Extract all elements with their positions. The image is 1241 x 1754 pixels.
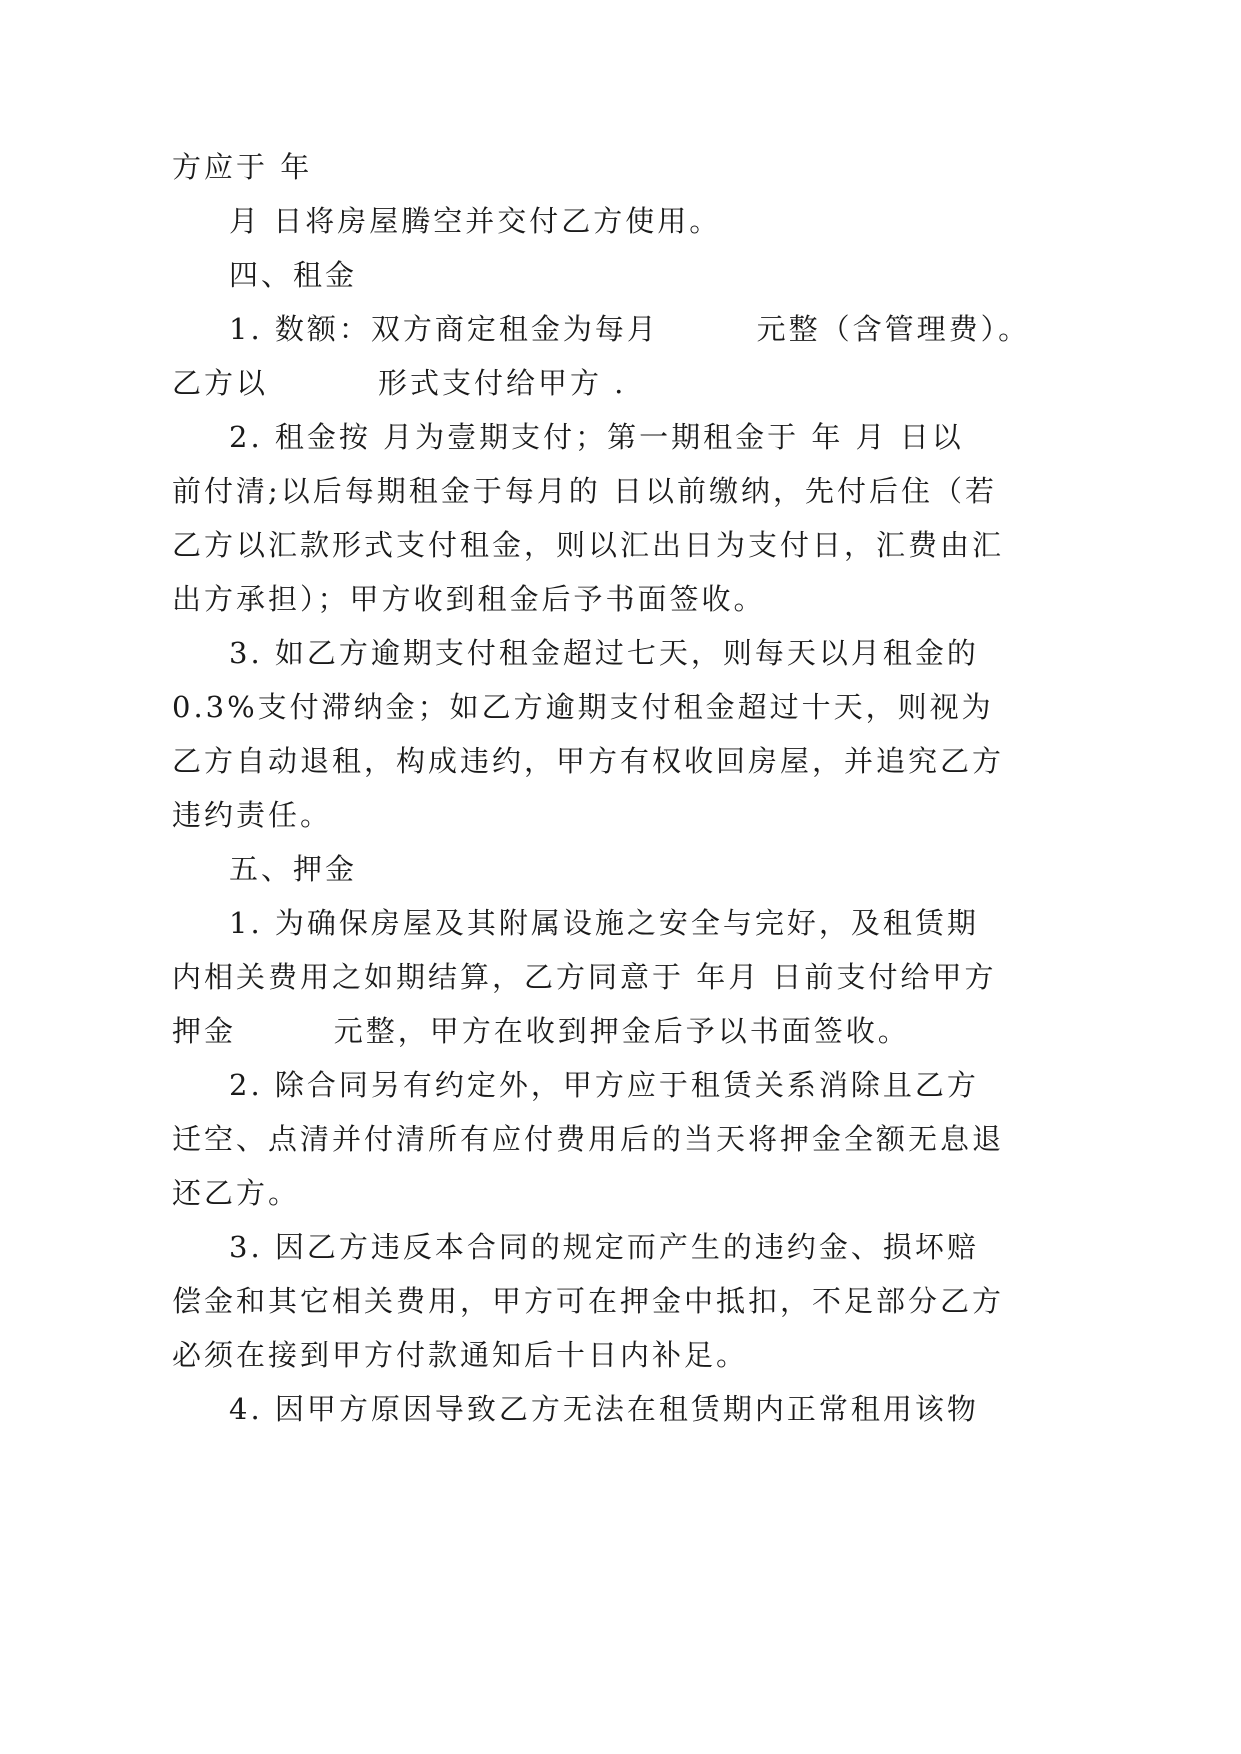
text-line: 1. 数额：双方商定租金为每月 元整（含管理费）。 [229, 312, 1031, 346]
text-line: 2. 租金按 月为壹期支付；第一期租金于 年 月 日以 [229, 420, 964, 454]
text-line: 迁空、点清并付清所有应付费用后的当天将押金全额无息退 [172, 1122, 1005, 1156]
text-line: 3. 因乙方违反本合同的规定而产生的违约金、损坏赔 [229, 1230, 979, 1264]
text-line: 乙方以汇款形式支付租金，则以汇出日为支付日，汇费由汇 [172, 528, 1005, 562]
section-heading-deposit: 五、押金 [229, 852, 358, 886]
text-line: 出方承担）；甲方收到租金后予书面签收。 [172, 582, 766, 616]
text-line: 月 日将房屋腾空并交付乙方使用。 [229, 204, 722, 238]
text-line: 偿金和其它相关费用，甲方可在押金中抵扣，不足部分乙方 [172, 1284, 1005, 1318]
text-line: 2. 除合同另有约定外，甲方应于租赁关系消除且乙方 [229, 1068, 979, 1102]
text-line: 方应于 年 [172, 150, 313, 184]
text-line: 前付清;以后每期租金于每月的 日以前缴纳，先付后住（若 [172, 474, 997, 508]
text-line: 违约责任。 [172, 798, 333, 832]
text-line: 押金 元整，甲方在收到押金后予以书面签收。 [172, 1014, 910, 1048]
text-line: 3. 如乙方逾期支付租金超过七天，则每天以月租金的 [229, 636, 979, 670]
text-line: 必须在接到甲方付款通知后十日内补足。 [172, 1338, 749, 1372]
text-line: 1. 为确保房屋及其附属设施之安全与完好，及租赁期 [229, 906, 979, 940]
text-line: 乙方自动退租，构成违约，甲方有权收回房屋，并追究乙方 [172, 744, 1005, 778]
text-line: 0.3%支付滞纳金；如乙方逾期支付租金超过十天，则视为 [172, 690, 994, 724]
text-line: 乙方以 形式支付给甲方 . [172, 366, 627, 400]
text-line: 还乙方。 [172, 1176, 301, 1210]
text-line: 4. 因甲方原因导致乙方无法在租赁期内正常租用该物 [229, 1392, 979, 1426]
text-line: 内相关费用之如期结算，乙方同意于 年月 日前支付给甲方 [172, 960, 997, 994]
section-heading-rent: 四、租金 [229, 258, 358, 292]
